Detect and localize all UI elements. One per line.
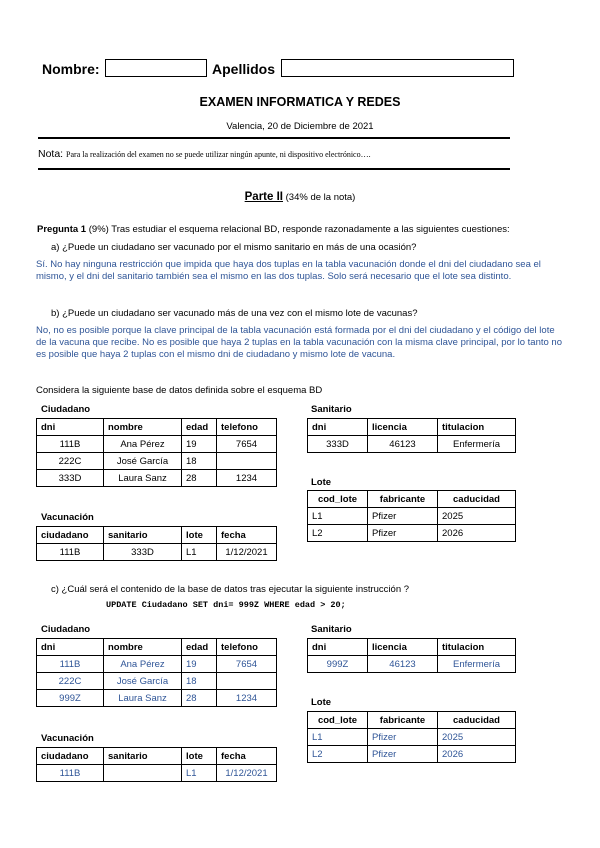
db2-lote-header: fabricante [368, 712, 438, 729]
table-cell: L1 [182, 765, 217, 782]
answer-a: Sí. No hay ninguna restricción que impida que haya dos tuplas en la tabla vacunación donde el dni del ciudadano sea el mismo, y el dni del sanitario también sea el mismo en las dos tuplas. Solo será necesario que el lote sea distinto. [36, 259, 541, 282]
db1-lote-header: fabricante [368, 491, 438, 508]
db1-sanitario-name: Sanitario [311, 404, 352, 415]
db2-lote-header: cod_lote [308, 712, 368, 729]
table-row [37, 690, 277, 707]
table-cell [104, 765, 182, 782]
table-cell: Ana Pérez [104, 436, 182, 453]
table-cell: 7654 [217, 656, 277, 673]
table-cell: 28 [182, 690, 217, 707]
table-cell: 19 [182, 436, 217, 453]
db1-lote-name: Lote [311, 477, 332, 488]
table-cell: L1 [182, 544, 217, 561]
table-cell: Enfermería [438, 436, 516, 453]
part-heading [0, 191, 600, 203]
top-rule [38, 137, 510, 139]
table-row [37, 673, 277, 690]
table-cell: Laura Sanz [104, 690, 182, 707]
nombre-field[interactable] [105, 59, 207, 77]
table-cell: Pfizer [368, 525, 438, 542]
db2-ciudadano-header: telefono [217, 639, 277, 656]
apellidos-label: Apellidos [212, 61, 276, 77]
question-c: c) ¿Cuál será el contenido de la base de datos tras ejecutar la siguiente instrucción ? [51, 584, 410, 595]
table-cell: José García [104, 453, 182, 470]
table-cell: Pfizer [368, 508, 438, 525]
db2-vacunacion-name: Vacunación [41, 733, 94, 744]
table-cell: 28 [182, 470, 217, 487]
table-cell: 2025 [438, 729, 516, 746]
table-row [308, 729, 516, 746]
table-cell: 222C [37, 673, 104, 690]
db2-sanitario-header: dni [308, 639, 368, 656]
consider-text: Considera la siguiente base de datos definida sobre el esquema BD [36, 385, 323, 396]
db1-vacunacion-header: ciudadano [37, 527, 104, 544]
exam-date: Valencia, 20 de Diciembre de 2021 [226, 121, 374, 132]
table-cell: 1/12/2021 [217, 544, 277, 561]
db1-ciudadano-header: telefono [217, 419, 277, 436]
db2-vacunacion-header: sanitario [104, 748, 182, 765]
question-1-text: (9%) Tras estudiar el esquema relacional BD, responde razonadamente a las siguientes cuestiones: [88, 224, 510, 235]
question-1-label: Pregunta 1 [37, 224, 87, 235]
table-cell: 999Z [308, 656, 368, 673]
table-row [37, 656, 277, 673]
table-cell: L2 [308, 746, 368, 763]
db1-sanitario-header: dni [308, 419, 368, 436]
sql-statement: UPDATE Ciudadano SET dni= 999Z WHERE edad > 20; [106, 600, 346, 610]
db1-sanitario-header: titulacion [438, 419, 516, 436]
db1-sanitario-header: licencia [368, 419, 438, 436]
table-cell: L1 [308, 508, 368, 525]
table-row [37, 765, 277, 782]
table-cell: 1234 [217, 470, 277, 487]
db2-ciudadano-header: nombre [104, 639, 182, 656]
db1-vacunacion-header: lote [182, 527, 217, 544]
table-cell: 7654 [217, 436, 277, 453]
db2-vacunacion-table [36, 747, 277, 782]
exam-title: EXAMEN INFORMATICA Y REDES [199, 95, 401, 109]
question-1 [37, 224, 510, 235]
table-cell: 18 [182, 673, 217, 690]
table-cell: 111B [37, 436, 104, 453]
table-cell: 1234 [217, 690, 277, 707]
db1-lote-header: cod_lote [308, 491, 368, 508]
question-b: b) ¿Puede un ciudadano ser vacunado más de una vez con el mismo lote de vacunas? [51, 308, 418, 319]
db2-ciudadano-name: Ciudadano [41, 624, 91, 635]
db1-vacunacion-header: fecha [217, 527, 277, 544]
db2-vacunacion-header: fecha [217, 748, 277, 765]
db2-sanitario-header: titulacion [438, 639, 516, 656]
part-weight: (34% de la nota) [285, 192, 356, 203]
table-cell: Pfizer [368, 729, 438, 746]
table-row [308, 508, 516, 525]
table-cell: 1/12/2021 [217, 765, 277, 782]
table-cell: 111B [37, 656, 104, 673]
db1-vacunacion-table [36, 526, 277, 561]
nota-label: Nota: [38, 148, 64, 160]
table-cell: L2 [308, 525, 368, 542]
db2-sanitario-header: licencia [368, 639, 438, 656]
db2-lote-table [307, 711, 516, 763]
table-row [308, 525, 516, 542]
bottom-rule [38, 168, 510, 170]
table-cell: L1 [308, 729, 368, 746]
table-row [37, 436, 277, 453]
db2-vacunacion-header: lote [182, 748, 217, 765]
table-cell: 2026 [438, 746, 516, 763]
table-cell: 333D [37, 470, 104, 487]
db2-ciudadano-header: edad [182, 639, 217, 656]
table-cell: 46123 [368, 656, 438, 673]
table-cell: 2026 [438, 525, 516, 542]
table-row [37, 544, 277, 561]
db1-ciudadano-header: nombre [104, 419, 182, 436]
table-cell: 2025 [438, 508, 516, 525]
db2-lote-header: caducidad [438, 712, 516, 729]
nota-line [38, 148, 371, 160]
nombre-label: Nombre: [42, 61, 100, 77]
table-cell [217, 453, 277, 470]
table-cell: 46123 [368, 436, 438, 453]
table-row [308, 746, 516, 763]
db1-vacunacion-header: sanitario [104, 527, 182, 544]
table-cell: 111B [37, 765, 104, 782]
table-cell: Ana Pérez [104, 656, 182, 673]
table-cell [217, 673, 277, 690]
db1-ciudadano-name: Ciudadano [41, 404, 91, 415]
db1-lote-table [307, 490, 516, 542]
db2-lote-name: Lote [311, 697, 332, 708]
table-row [308, 436, 516, 453]
nota-text: Para la realización del examen no se puede utilizar ningún apunte, ni dispositivo electrónico…. [66, 150, 371, 159]
db1-vacunacion-name: Vacunación [41, 512, 94, 523]
table-cell: José García [104, 673, 182, 690]
table-row [37, 453, 277, 470]
table-cell: 111B [37, 544, 104, 561]
db2-sanitario-table [307, 638, 516, 673]
db1-ciudadano-header: edad [182, 419, 217, 436]
table-row [308, 656, 516, 673]
db1-ciudadano-table [36, 418, 277, 487]
db1-lote-header: caducidad [438, 491, 516, 508]
db1-sanitario-table [307, 418, 516, 453]
table-cell: 999Z [37, 690, 104, 707]
table-row [37, 470, 277, 487]
db2-sanitario-name: Sanitario [311, 624, 352, 635]
question-a: a) ¿Puede un ciudadano ser vacunado por el mismo sanitario en más de una ocasión? [51, 242, 417, 253]
db1-ciudadano-header: dni [37, 419, 104, 436]
answer-b: No, no es posible porque la clave principal de la tabla vacunación está formada por el dni del ciudadano y el código del lote de la vacuna que recibe. No es posible que haya 2 tuplas en la tabla vacunación con la misma clave principal, por lo tanto no es posible que haya 2 tuplas con el mismo dni de ciudadano y mismo lote de vacuna. [36, 325, 562, 360]
apellidos-field[interactable] [281, 59, 514, 77]
db2-ciudadano-table [36, 638, 277, 707]
table-cell: Pfizer [368, 746, 438, 763]
db2-ciudadano-header: dni [37, 639, 104, 656]
table-cell: 333D [308, 436, 368, 453]
table-cell: 19 [182, 656, 217, 673]
db2-vacunacion-header: ciudadano [37, 748, 104, 765]
table-cell: Laura Sanz [104, 470, 182, 487]
table-cell: 18 [182, 453, 217, 470]
table-cell: Enfermería [438, 656, 516, 673]
table-cell: 333D [104, 544, 182, 561]
part-title: Parte II [244, 191, 283, 203]
table-cell: 222C [37, 453, 104, 470]
